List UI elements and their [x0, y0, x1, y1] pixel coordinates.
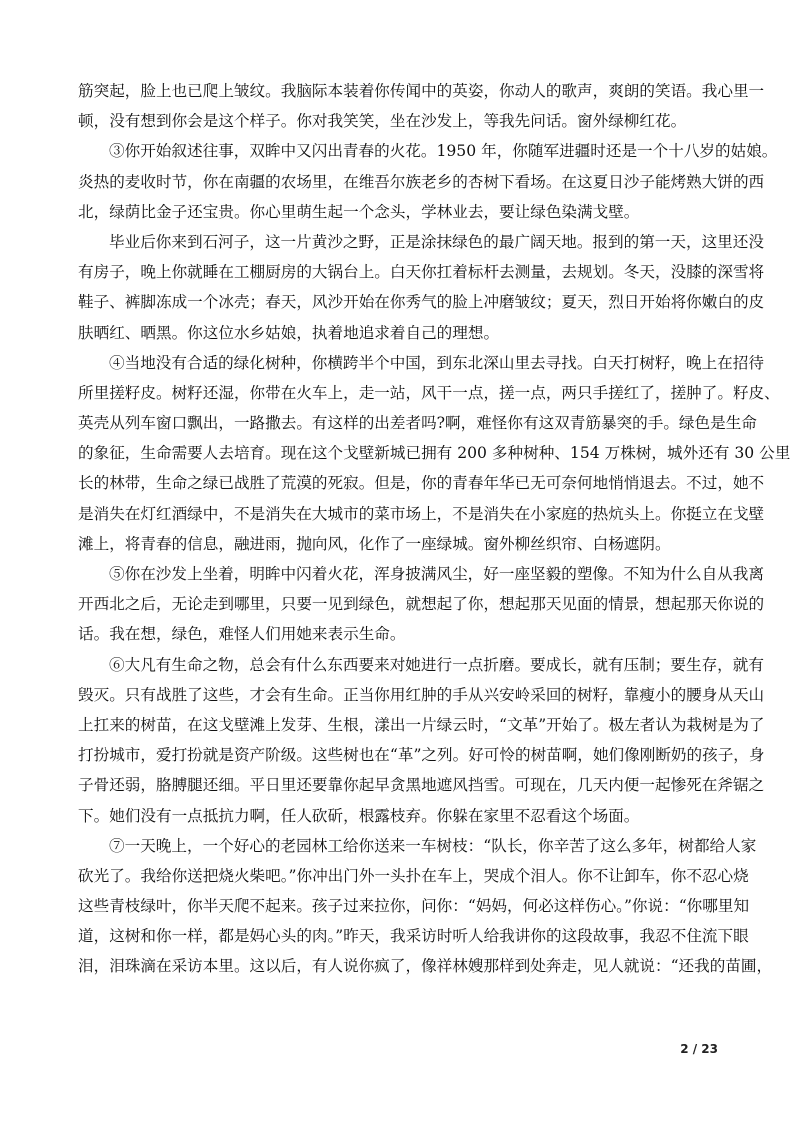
- text-line: ⑦一天晚上，一个好心的老园林工给你送来一车树枝：“队长，你辛苦了这么多年，树都给人家: [109, 836, 757, 855]
- text-line: 毕业后你来到石河子，这一片黄沙之野，正是涂抹绿色的最广阔天地。报到的第一天，这里还没: [109, 232, 764, 251]
- body-text: [78, 76, 791, 982]
- text-line: 炎热的麦收时节，你在南疆的农场里，在维吾尔族老乡的杏树下看场。在这夏日沙子能烤熟大饼的西: [78, 172, 765, 191]
- text-line: 是消失在灯红酒绿中，不是消失在大城市的菜市场上，不是消失在小家庭的热炕头上。你挺立在戈壁: [78, 504, 765, 523]
- text-line: 的象征，生命需要人去培育。现在这个戈壁新城已拥有 200 多种树种、154 万株树，城外还有 30 公里: [78, 444, 791, 463]
- text-line: ③你开始叙述往事，双眸中又闪出青春的火花。1950 年，你随军进疆时还是一个十八岁的姑娘。: [109, 142, 778, 161]
- paragraph: [78, 831, 773, 982]
- text-line: 毁灭。只有战胜了这些，才会有生命。正当你用红肿的手从兴安岭采回的树籽，靠瘦小的腰身从天山: [78, 685, 765, 704]
- text-line: 下。她们没有一点抵抗力啊，任人砍斫，根露枝弃。你躲在家里不忍看这个场面。: [78, 806, 640, 825]
- text-line: 泪，泪珠滴在采访本里。这以后，有人说你疯了，像祥林嫂那样到处奔走，见人就说：“还我的苗圃，: [78, 957, 773, 976]
- text-line: 英壳从列车窗口飘出，一路撒去。有这样的出差者吗?啊，难怪你有这双青筋暴突的手。绿色是生命: [78, 414, 757, 433]
- paragraph: [78, 76, 765, 136]
- paragraph: [78, 227, 765, 348]
- text-line: 所里搓籽皮。树籽还湿，你带在火车上，走一站，风干一点，搓一点，两只手搓红了，搓肿了。籽皮、: [78, 383, 780, 402]
- paragraph: [78, 348, 791, 559]
- text-line: 筋突起，脸上也已爬上皱纹。我脑际本装着你传闻中的英姿，你动人的歌声，爽朗的笑语。我心里一: [78, 82, 765, 100]
- text-line: 打扮城市，爱打扮就是资产阶级。这些树也在“革”之列。好可怜的树苗啊，她们像刚断奶的孩子，身: [78, 746, 765, 765]
- text-line: 鞋子、裤脚冻成一个冰壳；春天，风沙开始在你秀气的脸上冲磨皱纹；夏天，烈日开始将你嫩白的皮: [78, 293, 765, 312]
- paragraph: [78, 136, 778, 227]
- text-line: 砍光了。我给你送把烧火柴吧。”你冲出门外一头扑在车上，哭成个泪人。你不让卸车，你不忍心烧: [78, 866, 749, 885]
- text-line: ④当地没有合适的绿化树种，你横跨半个中国，到东北深山里去寻找。白天打树籽，晚上在招待: [109, 353, 764, 372]
- text-line: 话。我在想，绿色，难怪人们用她来表示生命。: [78, 625, 406, 644]
- text-line: 这些青枝绿叶，你半天爬不起来。孩子过来拉你，问你：“妈妈，何必这样伤心。”你说：“你哪里知: [78, 897, 750, 916]
- text-line: 顿，没有想到你会是这个样子。你对我笑笑，坐在沙发上，等我先问话。窗外绿柳红花。: [78, 112, 687, 131]
- text-line: 长的林带，生命之绿已战胜了荒漠的死寂。但是，你的青春年华已无可奈何地悄悄退去。不过，她不: [78, 474, 765, 493]
- text-line: 有房子，晚上你就睡在工棚厨房的大锅台上。白天你扛着标杆去测量，去规划。冬天，没膝的深雪将: [78, 263, 765, 282]
- text-line: 上扛来的树苗，在这戈壁滩上发芽、生根，漾出一片绿云时，“文革”开始了。极左者认为栽树是为了: [78, 715, 765, 734]
- paragraph: [78, 559, 765, 650]
- text-line: ⑤你在沙发上坐着，明眸中闪着火花，浑身披满风尘，好一座坚毅的塑像。不知为什么自从我离: [109, 565, 764, 583]
- text-line: ⑥大凡有生命之物，总会有什么东西要来对她进行一点折磨。要成长，就有压制；要生存，就有: [109, 655, 764, 674]
- text-line: 子骨还弱，胳膊腿还细。平日里还要靠你起早贪黑地遮风挡雪。可现在，几天内便一起惨死在斧锯之: [78, 776, 765, 795]
- paragraph: [78, 650, 765, 831]
- text-line: 北，绿荫比金子还宝贵。你心里萌生起一个念头，学林业去，要让绿色染满戈壁。: [78, 202, 640, 221]
- text-line: 开西北之后，无论走到哪里，只要一见到绿色，就想起了你，想起那天见面的情景，想起那天你说的: [78, 595, 765, 614]
- text-line: 滩上，将青春的信息，融进雨，抛向风，化作了一座绿城。窗外柳丝织帘、白杨遮阴。: [78, 534, 671, 553]
- text-line: 道，这树和你一样，都是妈心头的肉。”昨天，我采访时听人给我讲你的这段故事，我忍不住流下眼: [78, 927, 749, 946]
- page-number: 2 / 23: [680, 1042, 718, 1056]
- text-line: 肤晒红、晒黑。你这位水乡姑娘，执着地追求着自己的理想。: [78, 323, 500, 342]
